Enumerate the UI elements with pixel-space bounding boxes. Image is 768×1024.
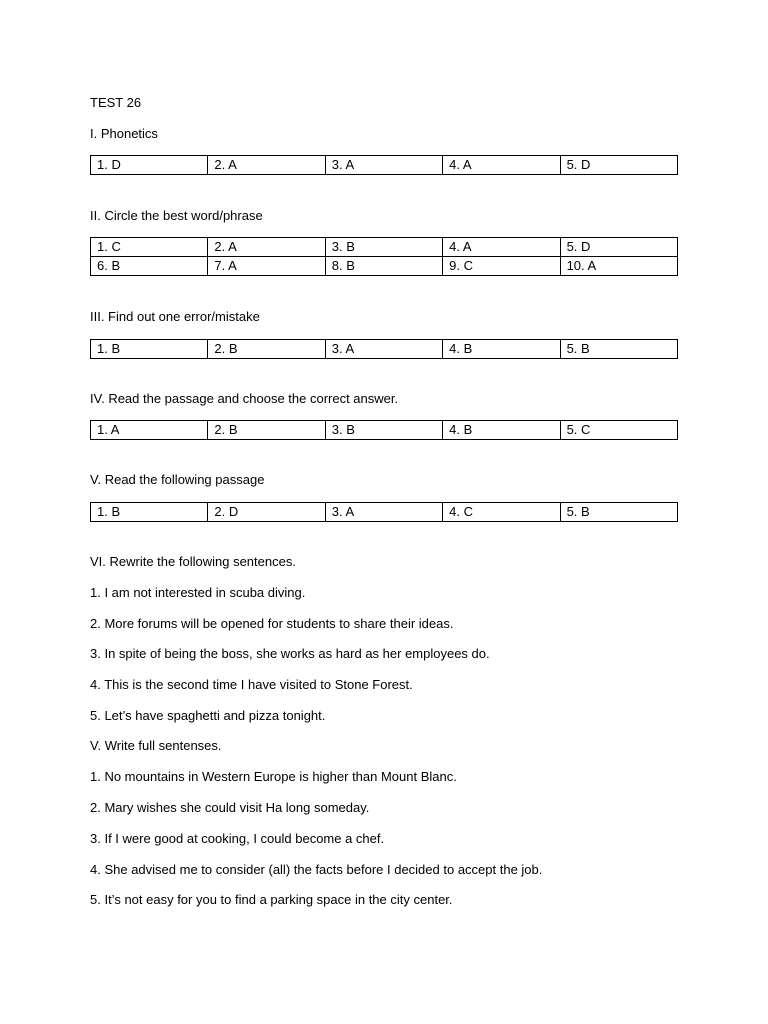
- answer-cell: 1. B: [91, 340, 208, 359]
- section-heading-full-sentences: V. Write full sentenses.: [90, 738, 222, 753]
- answer-cell: 5. B: [560, 503, 677, 522]
- test-title: TEST 26: [90, 95, 142, 110]
- section-heading-passage-choice: IV. Read the passage and choose the correct answer.: [90, 391, 399, 406]
- answer-cell: 3. A: [325, 156, 442, 175]
- answer-cell: 1. D: [91, 156, 208, 175]
- answer-cell: 5. B: [560, 340, 677, 359]
- table-row: [91, 340, 678, 359]
- table-row: [91, 238, 678, 257]
- answer-cell: 1. C: [91, 238, 208, 257]
- answer-cell: 9. C: [443, 257, 560, 276]
- list-item: 2. Mary wishes she could visit Ha long someday.: [90, 800, 370, 815]
- answer-cell: 5. D: [560, 238, 677, 257]
- table-row: [91, 257, 678, 276]
- table-row: [91, 421, 678, 440]
- answer-table-passage-choice: [90, 420, 678, 440]
- answer-cell: 3. B: [325, 421, 442, 440]
- table-row: [91, 503, 678, 522]
- answer-cell: 4. B: [443, 421, 560, 440]
- list-item: 1. I am not interested in scuba diving.: [90, 585, 306, 600]
- answer-cell: 2. A: [208, 238, 325, 257]
- list-item: 5. It’s not easy for you to find a parking space in the city center.: [90, 892, 453, 907]
- list-item: 5. Let’s have spaghetti and pizza tonight.: [90, 708, 326, 723]
- list-item: 3. If I were good at cooking, I could become a chef.: [90, 831, 385, 846]
- section-heading-following-passage: V. Read the following passage: [90, 472, 265, 487]
- answer-table-phonetics: [90, 155, 678, 175]
- answer-cell: 4. A: [443, 238, 560, 257]
- answer-cell: 1. A: [91, 421, 208, 440]
- answer-cell: 6. B: [91, 257, 208, 276]
- answer-cell: 5. D: [560, 156, 677, 175]
- answer-cell: 3. B: [325, 238, 442, 257]
- section-heading-rewrite: VI. Rewrite the following sentences.: [90, 554, 296, 569]
- answer-cell: 7. A: [208, 257, 325, 276]
- answer-cell: 4. A: [443, 156, 560, 175]
- answer-cell: 5. C: [560, 421, 677, 440]
- list-item: 2. More forums will be opened for students to share their ideas.: [90, 616, 454, 631]
- answer-table-best-word: [90, 237, 678, 276]
- answer-cell: 2. B: [208, 340, 325, 359]
- list-item: 1. No mountains in Western Europe is higher than Mount Blanc.: [90, 769, 457, 784]
- table-row: [91, 156, 678, 175]
- answer-cell: 3. A: [325, 340, 442, 359]
- answer-cell: 2. D: [208, 503, 325, 522]
- answer-cell: 4. C: [443, 503, 560, 522]
- answer-table-following-passage: [90, 502, 678, 522]
- answer-cell: 8. B: [325, 257, 442, 276]
- list-item: 4. This is the second time I have visited to Stone Forest.: [90, 677, 413, 692]
- answer-cell: 4. B: [443, 340, 560, 359]
- section-heading-best-word: II. Circle the best word/phrase: [90, 208, 263, 223]
- list-item: 4. She advised me to consider (all) the facts before I decided to accept the job.: [90, 862, 543, 877]
- section-heading-error: III. Find out one error/mistake: [90, 309, 260, 324]
- list-item: 3. In spite of being the boss, she works as hard as her employees do.: [90, 646, 490, 661]
- section-heading-phonetics: I. Phonetics: [90, 126, 158, 141]
- answer-cell: 2. B: [208, 421, 325, 440]
- answer-table-error: [90, 339, 678, 359]
- answer-cell: 2. A: [208, 156, 325, 175]
- answer-cell: 3. A: [325, 503, 442, 522]
- answer-cell: 10. A: [560, 257, 677, 276]
- answer-cell: 1. B: [91, 503, 208, 522]
